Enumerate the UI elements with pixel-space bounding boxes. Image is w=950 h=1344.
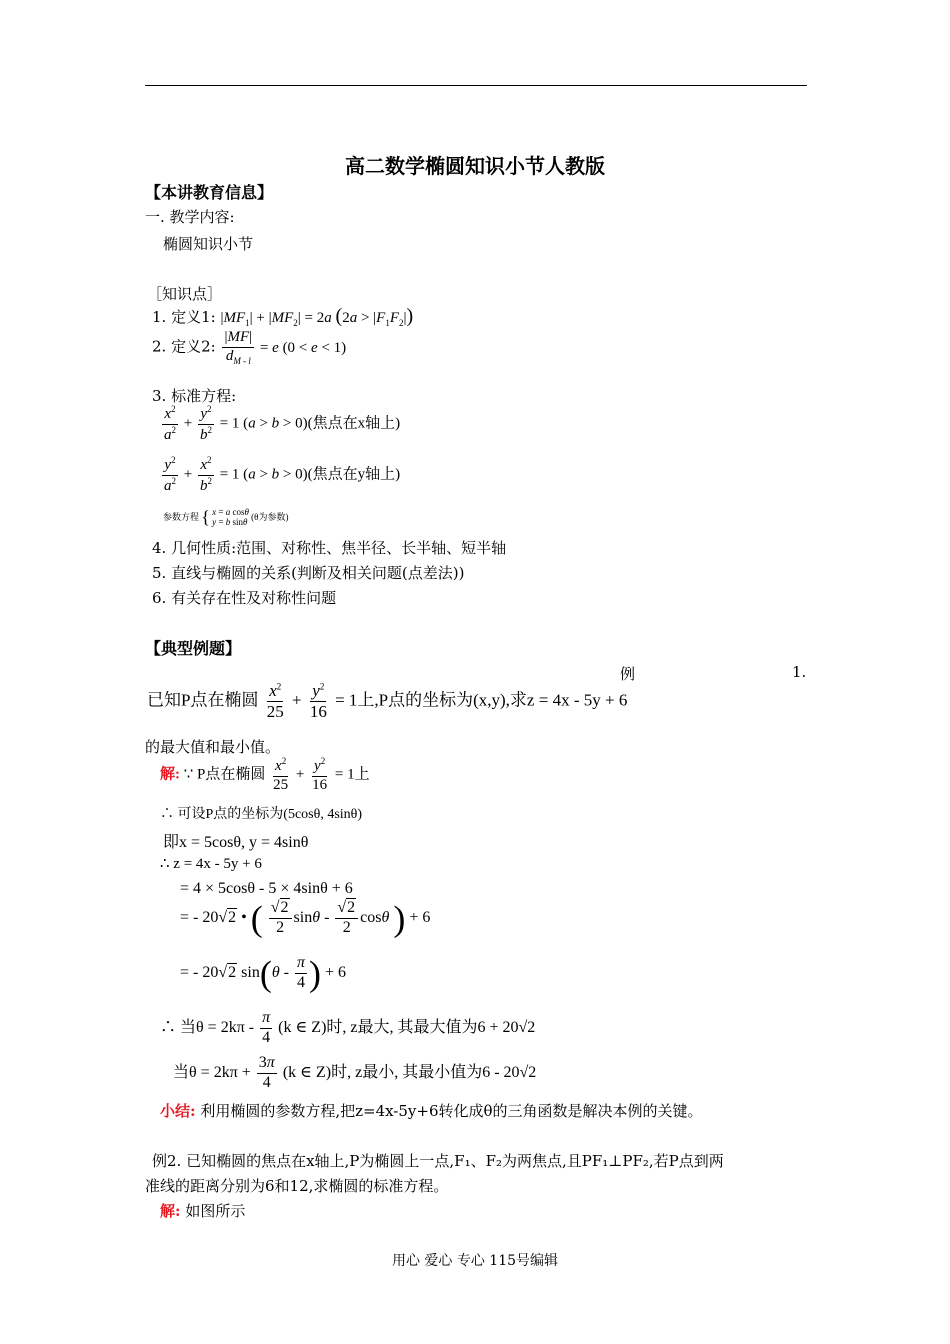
definition-1 [152, 305, 413, 328]
param-note: (θ为参数) [251, 511, 289, 522]
example-2-line-2: 准线的距离分别为6和12,求椭圆的标准方程。 [145, 1177, 449, 1195]
solution-line-6: = - 20√2 • ( $\frac{√2}{2}$ sinθ - $\frac{√2}{2}$ cosθ ) + 6 [180, 898, 431, 939]
knowledge-points-label: ［知识点］ [147, 285, 223, 303]
solution-line-4: ∴ z = 4x - 5y + 6 [160, 856, 262, 872]
std2-note: (焦点在y轴上) [307, 466, 401, 483]
standard-equation-x: $\frac{x^2}{a^2}$ + $\frac{y^2}{b^2}$ = 1 (a > b > 0)(焦点在x轴上) [164, 404, 401, 443]
solution-line-3: 即x = 5cosθ, y = 4sinθ [163, 834, 309, 851]
page-footer: 用心 爱心 专心 115号编辑 [391, 1253, 559, 1269]
page-title: 高二数学椭圆知识小节人教版 [345, 154, 605, 178]
conclusion-min: 当θ = 2kπ + $\frac{3\pi}{4}$ (k ∈ Z)时, z最小, 其最小值为6 - 20√2 [173, 1054, 537, 1091]
summary [160, 1100, 703, 1121]
std1-note: (焦点在x轴上) [307, 415, 401, 432]
conclusion-max: ∴ 当θ = 2kπ - $\frac{\pi}{4}$ (k ∈ Z)时, z最大, 其最大值为6 + 20√2 [160, 1009, 536, 1046]
param-label: 参数方程 [163, 511, 200, 522]
property-5: 5. 直线与椭圆的关系(判断及相关问题(点差法)) [152, 564, 465, 582]
content-topic: 椭圆知识小节 [163, 235, 254, 253]
section-heading-info: 【本讲教育信息】 [145, 183, 274, 202]
example-1-tag-b: 1. [792, 663, 807, 681]
solution-line-2: ∴ 可设P点的坐标为(5cosθ, 4sinθ) [160, 807, 363, 822]
parametric-equation: 参数方程 { x = a cosθ y = b sinθ (θ为参数) [163, 507, 289, 527]
example-1-statement: 已知P点在椭圆 $\frac{x^2}{25}$ + $\frac{y^2}{16}$ = 1上,P点的坐标为(x,y),求z = 4x - 5y + 6 [147, 681, 628, 721]
def2-formula: $\frac{|MF|}{d_{M - l}}$ = e (0 < e < 1) [224, 329, 347, 366]
example-1-tag-a: 例 [620, 665, 636, 683]
summary-label: 小结: [160, 1102, 196, 1120]
header-rule [145, 85, 807, 86]
section-heading-examples: 【典型例题】 [145, 639, 242, 658]
standard-equation-y: $\frac{y^2}{a^2}$ + $\frac{x^2}{b^2}$ = 1 (a > b > 0)(焦点在y轴上) [164, 455, 401, 494]
definition-2 [152, 330, 346, 366]
property-4: 4. 几何性质:范围、对称性、焦半径、长半轴、短半轴 [152, 539, 507, 557]
example-1-statement-end: 的最大值和最小值。 [145, 738, 281, 756]
ex1-text-a: 已知P点在椭圆 [147, 690, 259, 710]
solution-line-7: = - 20√2 sin(θ - $\frac{\pi}{4}$ ) + 6 [180, 953, 347, 994]
solution-line-1: 解: ∵ P点在椭圆 $\frac{x^2}{25}$ + $\frac{y^2}{16}$ = 1上 [160, 756, 370, 793]
ex1-text-b: 上,P点的坐标为(x,y),求z = 4x - 5y + 6 [357, 690, 628, 710]
ex2-solution-label: 解: [160, 1202, 181, 1220]
item-teaching-content: 一. 教学内容: [145, 208, 235, 226]
def1-formula: $|MF_1| + |MF_2| = 2a$ $(2a > |F_1F_2|)$ [220, 305, 414, 328]
example-2-line-1: 例2. 已知椭圆的焦点在x轴上,P为椭圆上一点,F₁、F₂为两焦点,且PF₁⊥PF₂,若P点到两 [152, 1152, 724, 1170]
def2-label: 2. 定义2: [152, 337, 216, 356]
solution-label: 解: [160, 766, 180, 783]
solution-line-5: = 4 × 5cosθ - 5 × 4sinθ + 6 [180, 880, 353, 897]
property-6: 6. 有关存在性及对称性问题 [152, 589, 337, 607]
standard-equation-label: 3. 标准方程: [152, 387, 237, 405]
example-2-solution: 解: 如图所示 [160, 1202, 246, 1220]
def1-label: 1. 定义1: [152, 308, 216, 326]
summary-text: 利用椭圆的参数方程,把z=4x-5y+6转化成θ的三角函数是解决本例的关键。 [200, 1102, 703, 1120]
